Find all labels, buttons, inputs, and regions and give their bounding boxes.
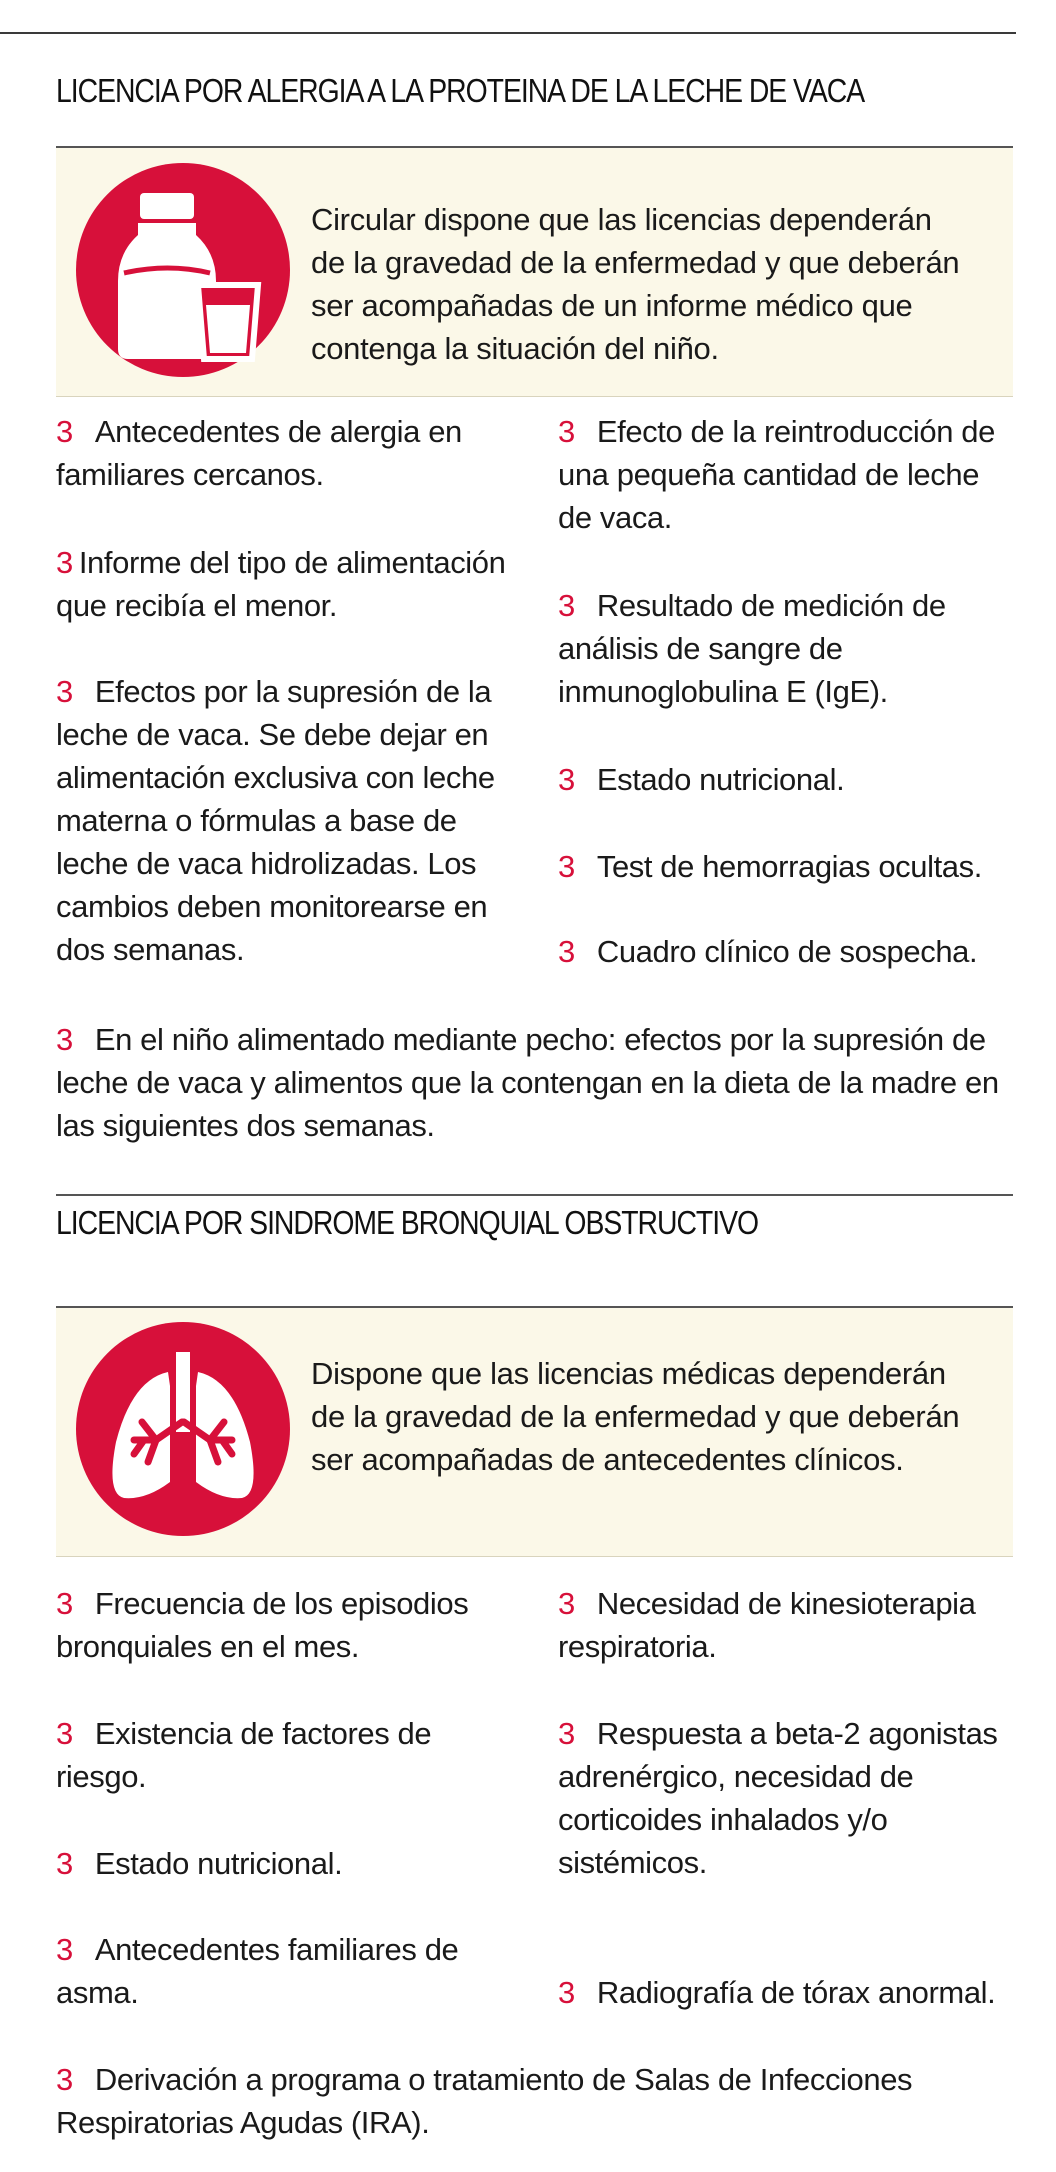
- bullet-marker: 3: [558, 1716, 575, 1751]
- bullet-marker: 3: [558, 1586, 575, 1621]
- list-item: 3 Derivación a programa o tratamiento de Salas de Infecciones Respiratorias Agudas (IRA).: [56, 2062, 913, 2140]
- bullet-marker: 3: [558, 849, 575, 884]
- intro-box-alergia: [56, 148, 1013, 397]
- intro-text-alergia: Circular dispone que las licencias dependerán de la gravedad de la enfermedad y que deberán ser acompañadas de un informe médico que contenga la situación del niño.: [311, 202, 960, 366]
- bullet-marker: 3: [56, 545, 73, 580]
- list-item: 3 En el niño alimentado mediante pecho: efectos por la supresión de leche de vaca y alimentos que la contengan en la dieta de la madre en las siguientes dos semanas.: [56, 1022, 999, 1143]
- list-item: 3 Estado nutricional.: [558, 762, 845, 797]
- list-item: 3 Informe del tipo de alimentación que recibía el menor.: [56, 545, 506, 623]
- list-item: 3 Antecedentes de alergia en familiares cercanos.: [56, 414, 462, 492]
- intro-text-bronquial: Dispone que las licencias médicas dependerán de la gravedad de la enfermedad y que deberán ser acompañadas de antecedentes clínicos.: [311, 1356, 960, 1477]
- section-title-alergia: LICENCIA POR ALERGIA A LA PROTEINA DE LA LECHE DE VACA: [56, 72, 865, 109]
- intro-box-bronquial: [56, 1308, 1013, 1557]
- list-item: 3 Efecto de la reintroducción de una pequeña cantidad de leche de vaca.: [558, 414, 995, 535]
- bullet-marker: 3: [558, 588, 575, 623]
- bullet-marker: 3: [56, 1932, 73, 1967]
- bullet-marker: 3: [56, 1846, 73, 1881]
- bullet-marker: 3: [558, 1975, 575, 2010]
- list-item: 3 Cuadro clínico de sospecha.: [558, 934, 978, 969]
- list-item: 3 Resultado de medición de análisis de sangre de inmunoglobulina E (IgE).: [558, 588, 946, 709]
- bullet-marker: 3: [56, 2062, 73, 2097]
- milk-bottle-glass-icon: [76, 163, 290, 377]
- bullet-marker: 3: [558, 934, 575, 969]
- lungs-icon: [76, 1322, 290, 1536]
- list-item: 3 Efectos por la supresión de la leche de vaca. Se debe dejar en alimentación exclusiva con leche materna o fórmulas a base de leche de vaca hidrolizadas. Los cambios deben monitorearse en dos semanas.: [56, 674, 495, 967]
- list-item: 3 Respuesta a beta-2 agonistas adrenérgico, necesidad de corticoides inhalados y/o sistémicos.: [558, 1716, 998, 1880]
- bullet-marker: 3: [56, 1716, 73, 1751]
- bullet-marker: 3: [56, 674, 73, 709]
- bullet-marker: 3: [56, 1586, 73, 1621]
- list-item: 3 Frecuencia de los episodios bronquiales en el mes.: [56, 1586, 469, 1664]
- section-title-bronquial: LICENCIA POR SINDROME BRONQUIAL OBSTRUCTIVO: [56, 1204, 759, 1241]
- list-item: 3 Radiografía de tórax anormal.: [558, 1975, 996, 2010]
- list-item: 3 Estado nutricional.: [56, 1846, 343, 1881]
- list-item: 3 Necesidad de kinesioterapia respiratoria.: [558, 1586, 976, 1664]
- list-item: 3 Test de hemorragias ocultas.: [558, 849, 982, 884]
- list-item: 3 Existencia de factores de riesgo.: [56, 1716, 432, 1794]
- bullet-marker: 3: [558, 762, 575, 797]
- list-item: 3 Antecedentes familiares de asma.: [56, 1932, 459, 2010]
- section-divider: [56, 1194, 1013, 1196]
- top-rule: [0, 32, 1016, 34]
- bullet-marker: 3: [56, 1022, 73, 1057]
- bullet-marker: 3: [558, 414, 575, 449]
- bullet-marker: 3: [56, 414, 73, 449]
